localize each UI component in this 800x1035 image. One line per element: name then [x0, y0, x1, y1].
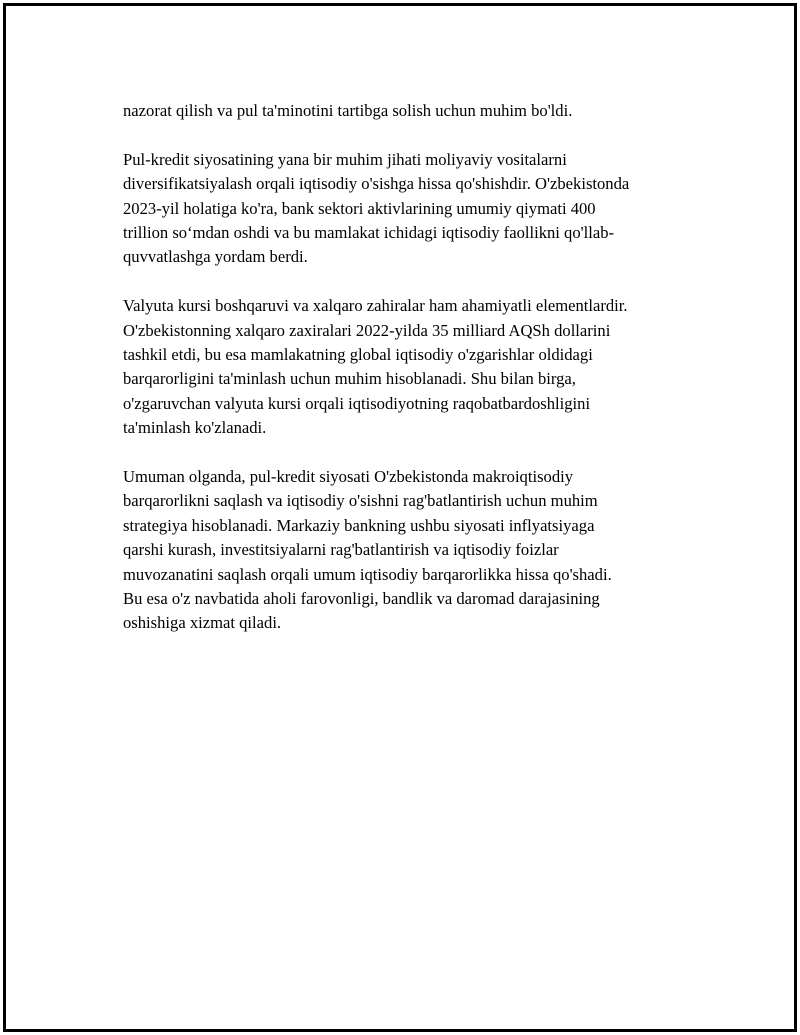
paragraph-line: 2023-yil holatiga ko'ra, bank sektori aktivlarining umumiy qiymati 400 [123, 198, 596, 218]
paragraph-line: qarshi kurash, investitsiyalarni rag'batlantirish va iqtisodiy foizlar [123, 540, 559, 560]
paragraph-4 [123, 465, 683, 636]
paragraph-line: nazorat qilish va pul ta'minotini tartibga solish uchun muhim bo'ldi. [123, 101, 573, 120]
paragraph-1 [123, 99, 683, 123]
paragraph-line: ta'minlash ko'zlanadi. [123, 418, 267, 438]
paragraph-line: strategiya hisoblanadi. Markaziy bankning ushbu siyosati inflyatsiyaga [123, 515, 595, 535]
page-body [123, 99, 683, 660]
paragraph-line: Pul-kredit siyosatining yana bir muhim jihati moliyaviy vositalarni [123, 149, 567, 169]
paragraph-line: Umuman olganda, pul-kredit siyosati O'zbekistonda makroiqtisodiy [123, 467, 574, 487]
paragraph-line: Bu esa o'z navbatida aholi farovonligi, bandlik va daromad darajasining [123, 589, 600, 609]
paragraph-line: o'zgaruvchan valyuta kursi orqali iqtisodiyotning raqobatbardoshligini [123, 393, 591, 413]
paragraph-3 [123, 294, 683, 440]
paragraph-line: barqarorlikni saqlash va iqtisodiy o'sishni rag'batlantirish uchun muhim [123, 491, 598, 511]
paragraph-line: quvvatlashga yordam berdi. [123, 247, 308, 267]
paragraph-line: muvozanatini saqlash orqali umum iqtisodiy barqarorlikka hissa qo'shadi. [123, 564, 612, 584]
paragraph-line: trillion so‘mdan oshdi va bu mamlakat ichidagi iqtisodiy faollikni qo'llab- [123, 223, 615, 243]
page-frame [3, 3, 797, 1032]
paragraph-line: diversifikatsiyalash orqali iqtisodiy o'sishga hissa qo'shishdir. O'zbekistonda [123, 174, 630, 194]
paragraph-line: O'zbekistonning xalqaro zaxiralari 2022-yilda 35 milliard AQSh dollarini [123, 320, 611, 340]
paragraph-line: barqarorligini ta'minlash uchun muhim hisoblanadi. Shu bilan birga, [123, 369, 576, 389]
paragraph-line: tashkil etdi, bu esa mamlakatning global iqtisodiy o'zgarishlar oldidagi [123, 345, 593, 365]
paragraph-line: oshishiga xizmat qiladi. [123, 613, 282, 633]
paragraph-2 [123, 148, 683, 270]
paragraph-line: Valyuta kursi boshqaruvi va xalqaro zahiralar ham ahamiyatli elementlardir. [123, 296, 628, 316]
